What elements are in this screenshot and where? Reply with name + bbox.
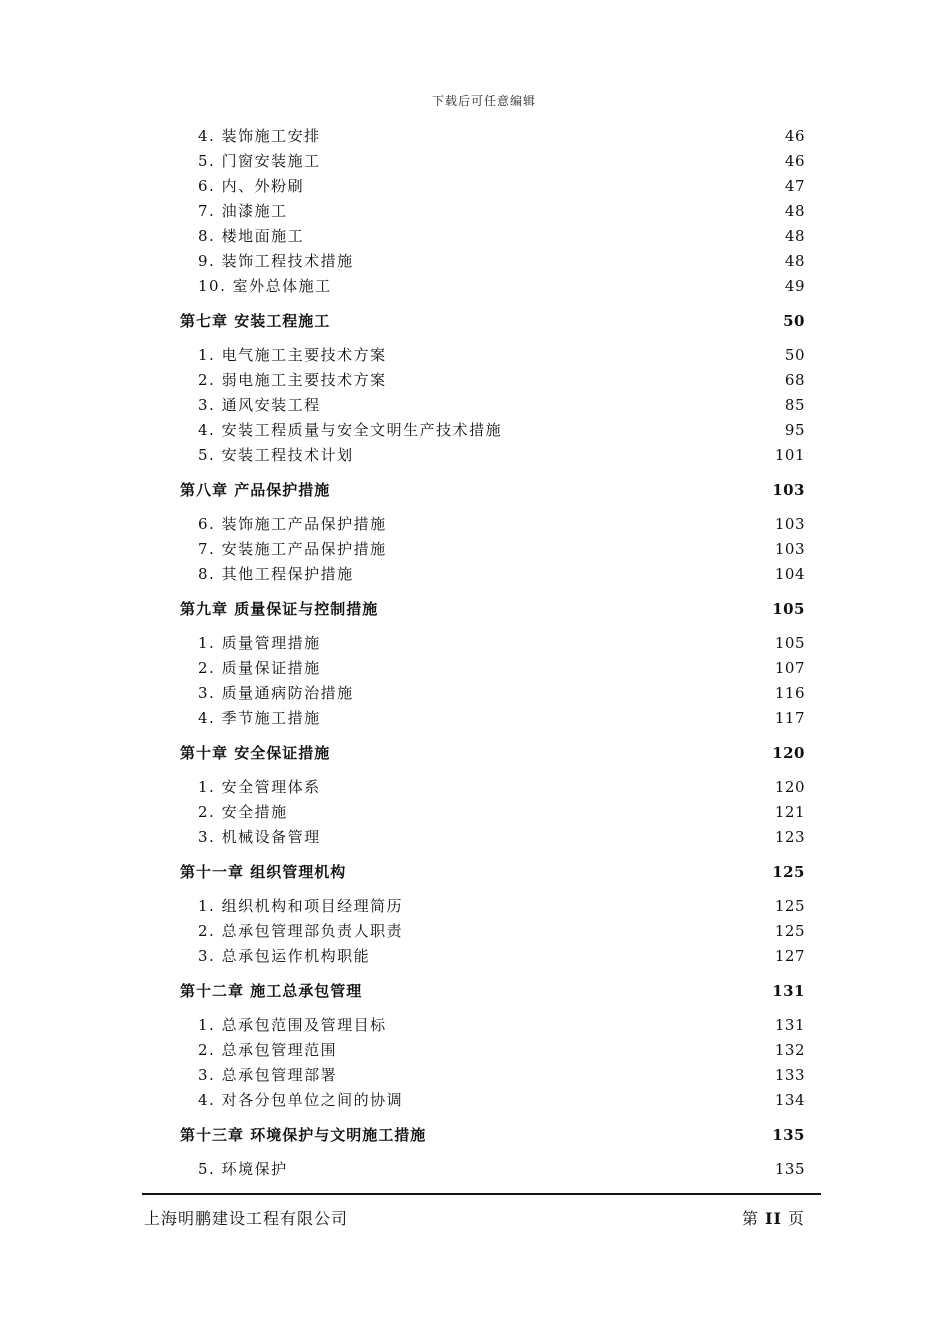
toc-page-number: 125 [772,863,805,881]
toc-entry-row[interactable] [0,274,950,299]
toc-entry-row[interactable] [0,174,950,199]
toc-entry-row[interactable] [0,825,950,850]
toc-entry-title: 10. 室外总体施工 [198,277,332,295]
toc-entry-title: 4. 季节施工措施 [198,709,321,727]
toc-entry-title: 4. 安装工程质量与安全文明生产技术措施 [198,421,503,439]
toc-entry-row[interactable] [0,418,950,443]
toc-page-number: 120 [772,744,805,762]
toc-entry-title: 5. 环境保护 [198,1160,288,1178]
toc-entry-title: 8. 楼地面施工 [198,227,305,245]
toc-page-number: 120 [774,778,805,796]
toc-entry-title: 2. 安全措施 [198,803,288,821]
toc-entry-row[interactable] [0,537,950,562]
toc-entry-title: 5. 门窗安装施工 [198,152,321,170]
toc-chapter-row[interactable] [0,592,950,627]
toc-chapter-row[interactable] [0,473,950,508]
toc-page-number: 135 [774,1160,805,1178]
toc-entry-row[interactable] [0,800,950,825]
toc-page-number: 105 [772,600,805,618]
toc-chapter-row[interactable] [0,855,950,890]
toc-chapter-title: 第十章 安全保证措施 [180,744,331,762]
toc-chapter-title: 第八章 产品保护措施 [180,481,331,499]
toc-chapter-row[interactable] [0,304,950,339]
toc-page-number: 125 [774,897,805,915]
toc-entry-title: 2. 总承包管理部负责人职责 [198,922,404,940]
table-of-contents [0,124,950,1182]
toc-chapter-row[interactable] [0,736,950,771]
toc-entry-title: 7. 油漆施工 [198,202,288,220]
toc-entry-row[interactable] [0,656,950,681]
toc-entry-row[interactable] [0,1088,950,1113]
footer-company-name: 上海明鹏建设工程有限公司 [144,1209,349,1228]
toc-page-number: 117 [774,709,805,727]
toc-entry-row[interactable] [0,681,950,706]
toc-page-number: 121 [774,803,805,821]
toc-page-number: 133 [774,1066,805,1084]
toc-entry-title: 8. 其他工程保护措施 [198,565,354,583]
toc-entry-row[interactable] [0,149,950,174]
toc-chapter-title: 第十二章 施工总承包管理 [180,982,363,1000]
footer-page-number [742,1206,805,1229]
toc-entry-title: 4. 对各分包单位之间的协调 [198,1091,404,1109]
toc-page-number: 50 [784,346,805,364]
toc-entry-row[interactable] [0,631,950,656]
toc-page-number: 101 [774,446,805,464]
toc-chapter-title: 第七章 安装工程施工 [180,312,331,330]
toc-page-number: 116 [774,684,805,702]
footer-divider [142,1193,821,1195]
toc-entry-title: 3. 质量通病防治措施 [198,684,354,702]
toc-entry-row[interactable] [0,1038,950,1063]
header-note: 下载后可任意编辑 [431,94,536,108]
toc-entry-row[interactable] [0,124,950,149]
toc-entry-title: 7. 安装施工产品保护措施 [198,540,387,558]
footer-page-suffix: 页 [787,1209,805,1228]
toc-chapter-row[interactable] [0,1118,950,1153]
toc-entry-row[interactable] [0,919,950,944]
toc-entry-row[interactable] [0,894,950,919]
toc-entry-title: 2. 弱电施工主要技术方案 [198,371,387,389]
toc-entry-title: 5. 安装工程技术计划 [198,446,354,464]
toc-page-number: 46 [784,127,805,145]
toc-entry-row[interactable] [0,443,950,468]
toc-page-number: 48 [784,227,805,245]
toc-entry-row[interactable] [0,393,950,418]
toc-entry-row[interactable] [0,343,950,368]
toc-page-number: 103 [772,481,805,499]
toc-chapter-title: 第十三章 环境保护与文明施工措施 [180,1126,427,1144]
toc-entry-title: 1. 安全管理体系 [198,778,321,796]
toc-entry-title: 2. 质量保证措施 [198,659,321,677]
toc-entry-row[interactable] [0,1157,950,1182]
toc-page-number: 46 [784,152,805,170]
toc-page-number: 68 [784,371,805,389]
toc-entry-title: 1. 质量管理措施 [198,634,321,652]
toc-chapter-title: 第九章 质量保证与控制措施 [180,600,379,618]
toc-page-number: 48 [784,252,805,270]
toc-page-number: 127 [774,947,805,965]
toc-page-number: 131 [774,1016,805,1034]
toc-page-number: 134 [774,1091,805,1109]
toc-chapter-row[interactable] [0,974,950,1009]
toc-entry-title: 3. 机械设备管理 [198,828,321,846]
toc-entry-title: 1. 总承包范围及管理目标 [198,1016,387,1034]
toc-entry-row[interactable] [0,1013,950,1038]
toc-entry-row[interactable] [0,199,950,224]
toc-page-number: 132 [774,1041,805,1059]
toc-entry-row[interactable] [0,224,950,249]
toc-entry-row[interactable] [0,944,950,969]
toc-entry-title: 6. 装饰施工产品保护措施 [198,515,387,533]
toc-page-number: 123 [774,828,805,846]
toc-entry-title: 6. 内、外粉刷 [198,177,305,195]
toc-page-number: 103 [774,540,805,558]
toc-page-number: 125 [774,922,805,940]
toc-page-number: 135 [772,1126,805,1144]
toc-page-number: 105 [774,634,805,652]
toc-page-number: 104 [774,565,805,583]
toc-entry-row[interactable] [0,249,950,274]
toc-page-number: 47 [784,177,805,195]
toc-entry-row[interactable] [0,562,950,587]
toc-entry-title: 4. 装饰施工安排 [198,127,321,145]
toc-page-number: 49 [784,277,805,295]
toc-page-number: 131 [772,982,805,1000]
toc-page-number: 107 [774,659,805,677]
toc-entry-row[interactable] [0,775,950,800]
toc-entry-row[interactable] [0,1063,950,1088]
toc-entry-title: 3. 总承包管理部署 [198,1066,338,1084]
footer-page-prefix: 第 [742,1209,760,1228]
toc-page-number: 95 [784,421,805,439]
toc-entry-row[interactable] [0,368,950,393]
toc-entry-row[interactable] [0,706,950,731]
toc-page-number: 50 [783,312,805,330]
toc-entry-title: 2. 总承包管理范围 [198,1041,338,1059]
toc-page-number: 48 [784,202,805,220]
toc-page-number: 85 [784,396,805,414]
toc-page-number: 103 [774,515,805,533]
toc-entry-title: 1. 电气施工主要技术方案 [198,346,387,364]
toc-chapter-title: 第十一章 组织管理机构 [180,863,347,881]
toc-entry-title: 3. 总承包运作机构职能 [198,947,371,965]
toc-entry-title: 1. 组织机构和项目经理简历 [198,897,404,915]
toc-entry-title: 9. 装饰工程技术措施 [198,252,354,270]
toc-entry-title: 3. 通风安装工程 [198,396,321,414]
toc-entry-row[interactable] [0,512,950,537]
footer-page-roman: II [765,1209,782,1228]
